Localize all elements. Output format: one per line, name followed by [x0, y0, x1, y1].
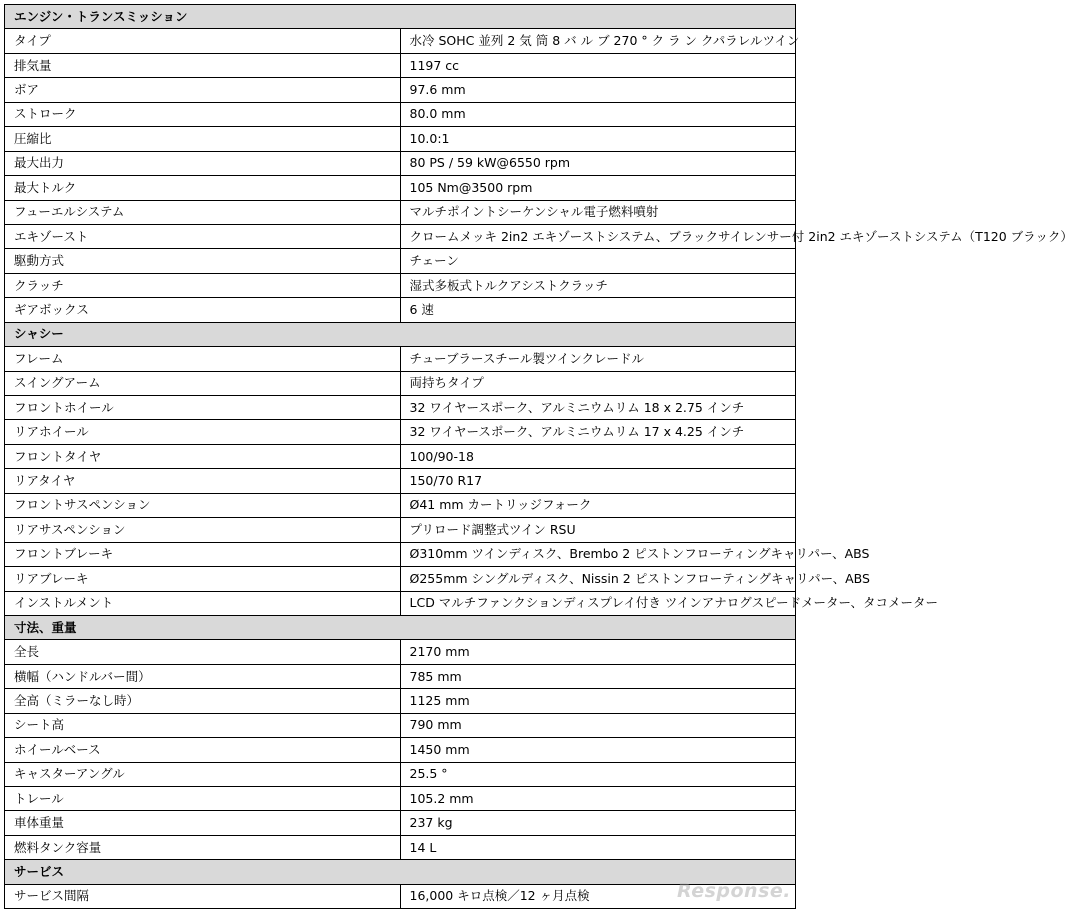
spec-table	[4, 4, 1073, 909]
spec-label: フューエルシステム	[5, 200, 401, 224]
section-header-row	[5, 322, 796, 346]
spec-row	[5, 347, 796, 371]
spec-label: リアサスペンション	[5, 518, 401, 542]
response-watermark-logo: Response.	[677, 880, 791, 902]
spec-label: スイングアーム	[5, 371, 401, 395]
spec-value: 237 kg	[400, 811, 796, 835]
spec-label: リアブレーキ	[5, 567, 401, 591]
spec-row	[5, 542, 796, 566]
spec-value: 2170 mm	[400, 640, 796, 664]
spec-label: フロントサスペンション	[5, 493, 401, 517]
spec-label: クラッチ	[5, 273, 401, 297]
spec-table-body	[5, 5, 1073, 909]
spec-row	[5, 249, 796, 273]
spec-value: クロームメッキ 2in2 エキゾーストシステム、ブラックサイレンサー付 2in2 エキゾーストシステム（T120 ブラック）	[400, 224, 796, 248]
spec-label: 最大トルク	[5, 176, 401, 200]
spec-row	[5, 298, 796, 322]
spec-row	[5, 78, 796, 102]
spec-row	[5, 469, 796, 493]
spec-label: ホイールベース	[5, 738, 401, 762]
spec-value: 80.0 mm	[400, 102, 796, 126]
spec-row	[5, 640, 796, 664]
spec-row	[5, 664, 796, 688]
spec-value: 両持ちタイプ	[400, 371, 796, 395]
spec-label: インストルメント	[5, 591, 401, 615]
spec-label: リアホイール	[5, 420, 401, 444]
spec-label: 圧縮比	[5, 127, 401, 151]
spec-row	[5, 567, 796, 591]
spec-label: キャスターアングル	[5, 762, 401, 786]
spec-value: 1125 mm	[400, 689, 796, 713]
spec-value: 97.6 mm	[400, 78, 796, 102]
spec-label: 横幅（ハンドルバー間）	[5, 664, 401, 688]
spec-row	[5, 273, 796, 297]
spec-row	[5, 713, 796, 737]
spec-label: トレール	[5, 787, 401, 811]
spec-row	[5, 518, 796, 542]
spec-value: LCD マルチファンクションディスプレイ付き ツインアナログスピードメーター、タコメーター	[400, 591, 796, 615]
spec-row	[5, 787, 796, 811]
spec-label: エキゾースト	[5, 224, 401, 248]
spec-row	[5, 53, 796, 77]
spec-value: 水冷 SOHC 並列 2 気 筒 8 バ ル ブ 270 ° ク ラ ン クパラレルツイン	[400, 29, 796, 53]
spec-row	[5, 762, 796, 786]
spec-value: チューブラースチール製ツインクレードル	[400, 347, 796, 371]
spec-row	[5, 738, 796, 762]
spec-label: フロントブレーキ	[5, 542, 401, 566]
spec-value: 105.2 mm	[400, 787, 796, 811]
spec-row	[5, 102, 796, 126]
spec-value: 16,000 キロ点検／12 ヶ月点検	[400, 884, 796, 908]
spec-value: 14 L	[400, 835, 796, 859]
section-header-row	[5, 5, 796, 29]
spec-value: Ø310mm ツインディスク、Brembo 2 ピストンフローティングキャリパー、ABS	[400, 542, 796, 566]
spec-value: 100/90-18	[400, 444, 796, 468]
spec-label: 燃料タンク容量	[5, 835, 401, 859]
spec-value: チェーン	[400, 249, 796, 273]
spec-value: Ø41 mm カートリッジフォーク	[400, 493, 796, 517]
spec-label: 車体重量	[5, 811, 401, 835]
spec-label: フロントタイヤ	[5, 444, 401, 468]
spec-value: 6 速	[400, 298, 796, 322]
spec-label: 駆動方式	[5, 249, 401, 273]
section-title: エンジン・トランスミッション	[5, 5, 796, 29]
spec-row	[5, 689, 796, 713]
spec-value: 10.0:1	[400, 127, 796, 151]
spec-row	[5, 151, 796, 175]
section-title: シャシー	[5, 322, 796, 346]
spec-label: ストローク	[5, 102, 401, 126]
spec-value: 105 Nm@3500 rpm	[400, 176, 796, 200]
spec-row	[5, 127, 796, 151]
spec-value: 32 ワイヤースポーク、アルミニウムリム 17 x 4.25 インチ	[400, 420, 796, 444]
spec-label: 最大出力	[5, 151, 401, 175]
section-header-row	[5, 615, 796, 639]
spec-value: マルチポイントシーケンシャル電子燃料噴射	[400, 200, 796, 224]
spec-row	[5, 835, 796, 859]
spec-value: 湿式多板式トルクアシストクラッチ	[400, 273, 796, 297]
spec-row	[5, 176, 796, 200]
spec-label: リアタイヤ	[5, 469, 401, 493]
section-title: 寸法、重量	[5, 615, 796, 639]
spec-row	[5, 200, 796, 224]
spec-label: ギアボックス	[5, 298, 401, 322]
spec-value: 1450 mm	[400, 738, 796, 762]
spec-value: 1197 cc	[400, 53, 796, 77]
spec-value: 32 ワイヤースポーク、アルミニウムリム 18 x 2.75 インチ	[400, 396, 796, 420]
spec-row	[5, 29, 796, 53]
spec-row	[5, 420, 796, 444]
spec-row	[5, 371, 796, 395]
spec-label: シート高	[5, 713, 401, 737]
spec-value: プリロード調整式ツイン RSU	[400, 518, 796, 542]
spec-value: Ø255mm シングルディスク、Nissin 2 ピストンフローティングキャリパー、ABS	[400, 567, 796, 591]
spec-label: 全高（ミラーなし時）	[5, 689, 401, 713]
spec-row	[5, 224, 796, 248]
spec-label: ボア	[5, 78, 401, 102]
spec-label: サービス間隔	[5, 884, 401, 908]
spec-label: 排気量	[5, 53, 401, 77]
spec-label: フレーム	[5, 347, 401, 371]
spec-label: タイプ	[5, 29, 401, 53]
spec-value: 150/70 R17	[400, 469, 796, 493]
spec-row	[5, 444, 796, 468]
spec-value: 80 PS / 59 kW@6550 rpm	[400, 151, 796, 175]
spec-row	[5, 493, 796, 517]
spec-label: 全長	[5, 640, 401, 664]
spec-row	[5, 396, 796, 420]
spec-row	[5, 811, 796, 835]
spec-label: フロントホイール	[5, 396, 401, 420]
section-title: サービス	[5, 860, 796, 884]
spec-value: 25.5 °	[400, 762, 796, 786]
spec-value: 790 mm	[400, 713, 796, 737]
spec-row	[5, 591, 796, 615]
spec-value: 785 mm	[400, 664, 796, 688]
